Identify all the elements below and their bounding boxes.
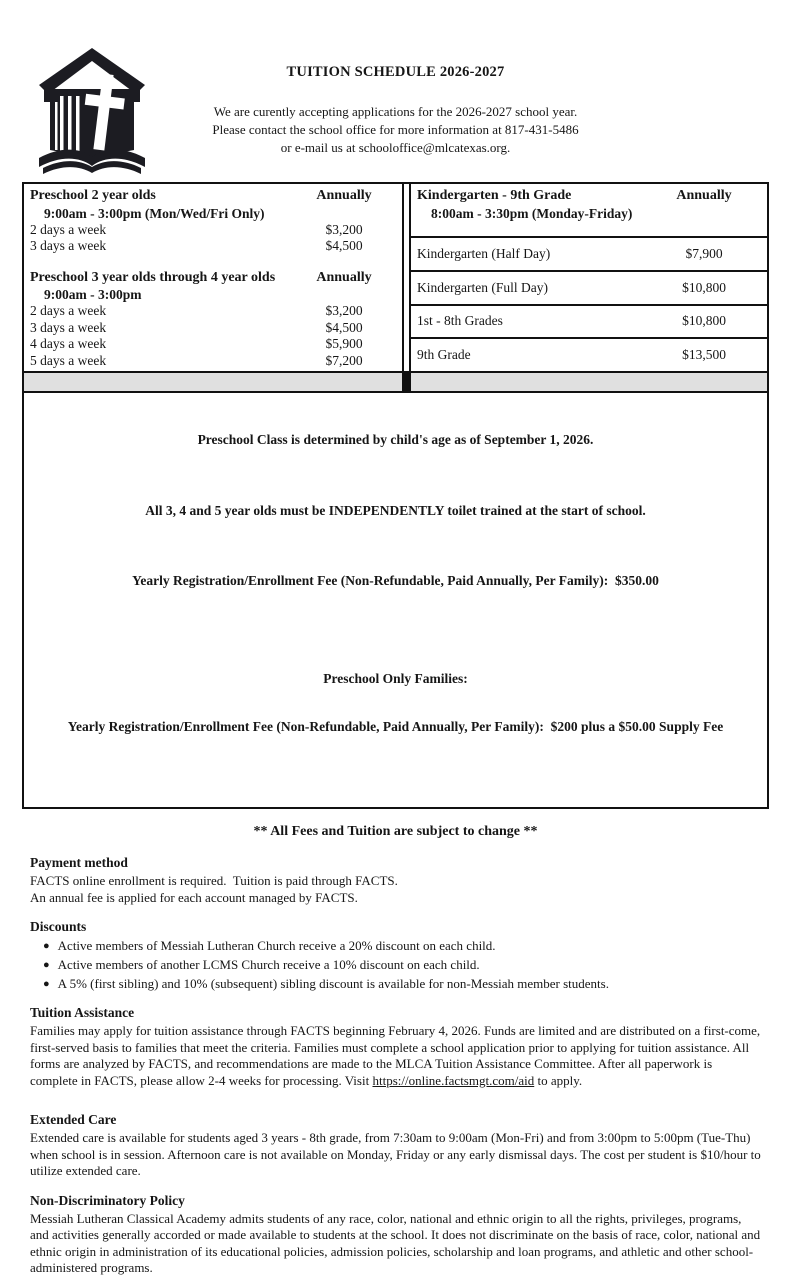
price-row <box>30 336 394 353</box>
school-logo-icon <box>36 46 148 178</box>
row-price: $3,200 <box>325 221 363 237</box>
row-price: $7,900 <box>685 245 723 261</box>
row-label: 1st - 8th Grades <box>417 313 503 329</box>
policy-content <box>22 854 769 1277</box>
section-heading: Tuition Assistance <box>30 1005 135 1020</box>
paragraph-text: Families may apply for tuition assistance through FACTS beginning February 4, 2026. Funds are limited and are distributed on a first-come, first-served basis to families that meet the criteria. Families must complete a school application prior to applying for tuition assistance. All forms are analyzed by FACTS, and recommendations are made to the MLCA Tuition Assistance Committee. After all paperwork is complete in FACTS, please allow 2-4 weeks for processing. Visit <box>30 1023 761 1088</box>
row-price: $7,200 <box>325 352 363 368</box>
row-price: $3,200 <box>325 303 363 318</box>
bullet-icon: ● <box>43 959 50 971</box>
discount-item-text: Active members of Messiah Lutheran Church receive a 20% discount on each child. <box>57 938 496 953</box>
group-title: Kindergarten - 9th Grade <box>417 188 572 203</box>
note-preschool-only-fee: Yearly Registration/Enrollment Fee (Non-Refundable, Paid Annually, Per Family): $200 plus a $50.00 Supply Fee <box>67 719 724 734</box>
annually-column-header: Annually <box>316 188 372 203</box>
row-price: $10,800 <box>682 279 726 295</box>
section-heading: Discounts <box>30 919 87 934</box>
row-price: $4,500 <box>325 319 363 335</box>
annually-column-header: Annually <box>316 269 372 285</box>
price-row <box>411 236 767 270</box>
bullet-icon: ● <box>43 940 50 952</box>
row-price: $13,500 <box>682 347 726 363</box>
schedule-note: 9:00am - 3:00pm (Mon/Wed/Fri Only) <box>44 205 265 221</box>
section-extended-care <box>30 1111 761 1180</box>
price-row <box>411 304 767 338</box>
note-toilet-trained: All 3, 4 and 5 year olds must be INDEPENDENTLY toilet trained at the start of school. <box>145 503 646 518</box>
row-label: 5 days a week <box>30 352 107 368</box>
preschool-2yo-header <box>30 188 394 205</box>
row-label: 3 days a week <box>30 238 107 253</box>
intro-line-1: We are curently accepting applications for the 2026-2027 school year. <box>213 104 578 119</box>
preschool-pricing-column <box>24 184 402 371</box>
row-label: Kindergarten (Half Day) <box>417 245 551 261</box>
list-item <box>43 938 761 954</box>
group-title: Preschool 2 year olds <box>30 188 156 203</box>
discount-item-text: Active members of another LCMS Church receive a 10% discount on each child. <box>57 957 480 972</box>
schedule-note: 8:00am - 3:30pm (Monday-Friday) <box>431 205 633 221</box>
facts-aid-link[interactable]: https://online.factsmgt.com/aid <box>372 1072 535 1088</box>
table-notes <box>24 391 767 807</box>
list-item <box>43 976 761 992</box>
header <box>22 0 769 182</box>
extended-care-paragraph: Extended care is available for students aged 3 years - 8th grade, from 7:30am to 9:00am (Mon-Fri) and from 3:00pm to 5:00pm (Tue-Thu) when school is in session. Afternoon care is not available on Monday, Friday or any early dismissal days. The cost per student is $10/hour to utilize extended care. <box>30 1130 761 1178</box>
price-row <box>30 238 394 255</box>
price-row <box>411 337 767 371</box>
row-price: $10,800 <box>682 313 726 329</box>
section-payment-method <box>30 854 761 906</box>
section-heading: Extended Care <box>30 1112 117 1127</box>
section-tuition-assistance <box>30 1004 761 1089</box>
row-price: $5,900 <box>325 336 363 351</box>
discount-item-text: A 5% (first sibling) and 10% (subsequent) sibling discount is available for non-Messiah member students. <box>57 976 609 991</box>
intro-line-2: Please contact the school office for more information at 817-431-5486 <box>212 122 579 137</box>
note-preschool-only-title: Preschool Only Families: <box>323 671 468 686</box>
row-label: 2 days a week <box>30 221 107 237</box>
note-registration-fee: Yearly Registration/Enrollment Fee (Non-Refundable, Paid Annually, Per Family): $350.00 <box>132 573 659 588</box>
row-label: 4 days a week <box>30 336 107 351</box>
list-item <box>43 957 761 973</box>
discounts-list <box>30 938 761 992</box>
payment-line-2: An annual fee is applied for each account managed by FACTS. <box>30 889 358 905</box>
price-row <box>30 303 394 320</box>
k9-pricing-column <box>411 184 767 371</box>
row-label: 9th Grade <box>417 347 471 363</box>
annually-column-header: Annually <box>676 188 732 203</box>
section-non-discriminatory-policy <box>30 1192 761 1277</box>
column-divider <box>402 184 411 371</box>
row-label: 2 days a week <box>30 303 107 318</box>
tuition-table <box>22 182 769 809</box>
note-age-cutoff: Preschool Class is determined by child's age as of September 1, 2026. <box>197 432 594 447</box>
section-heading: Non-Discriminatory Policy <box>30 1192 185 1208</box>
section-heading: Payment method <box>30 855 128 870</box>
price-row <box>411 270 767 304</box>
gray-separator-band <box>24 371 767 391</box>
k9-header <box>411 184 767 236</box>
group-title: Preschool 3 year olds through 4 year olds <box>30 269 276 285</box>
preschool-3-4yo-header <box>30 270 394 287</box>
paragraph-text: to apply. <box>534 1072 583 1088</box>
fees-change-disclaimer: ** All Fees and Tuition are subject to change ** <box>253 824 538 839</box>
price-row <box>30 222 394 239</box>
price-row <box>30 320 394 337</box>
page-title: TUITION SCHEDULE 2026-2027 <box>286 64 505 80</box>
row-price: $4,500 <box>325 238 363 253</box>
section-discounts <box>30 918 761 992</box>
schedule-note: 9:00am - 3:00pm <box>44 287 142 302</box>
intro-line-3: or e-mail us at schooloffice@mlcatexas.org. <box>280 140 511 155</box>
payment-line-1: FACTS online enrollment is required. Tuition is paid through FACTS. <box>30 873 398 888</box>
tuition-assistance-paragraph <box>30 1023 761 1089</box>
price-row <box>30 353 394 370</box>
policy-paragraph: Messiah Lutheran Classical Academy admits students of any race, color, national and ethnic origin to all the rights, privileges, programs, and activities generally accorded or made available to students at the school. It does not discriminate on the basis of race, color, national and ethnic origin in administration of its educational policies, admission policies, scholarship and loan programs, and athletic and other school-administered programs. <box>30 1210 761 1275</box>
row-label: Kindergarten (Full Day) <box>417 279 548 295</box>
row-label: 3 days a week <box>30 319 107 335</box>
bullet-icon: ● <box>43 978 50 990</box>
